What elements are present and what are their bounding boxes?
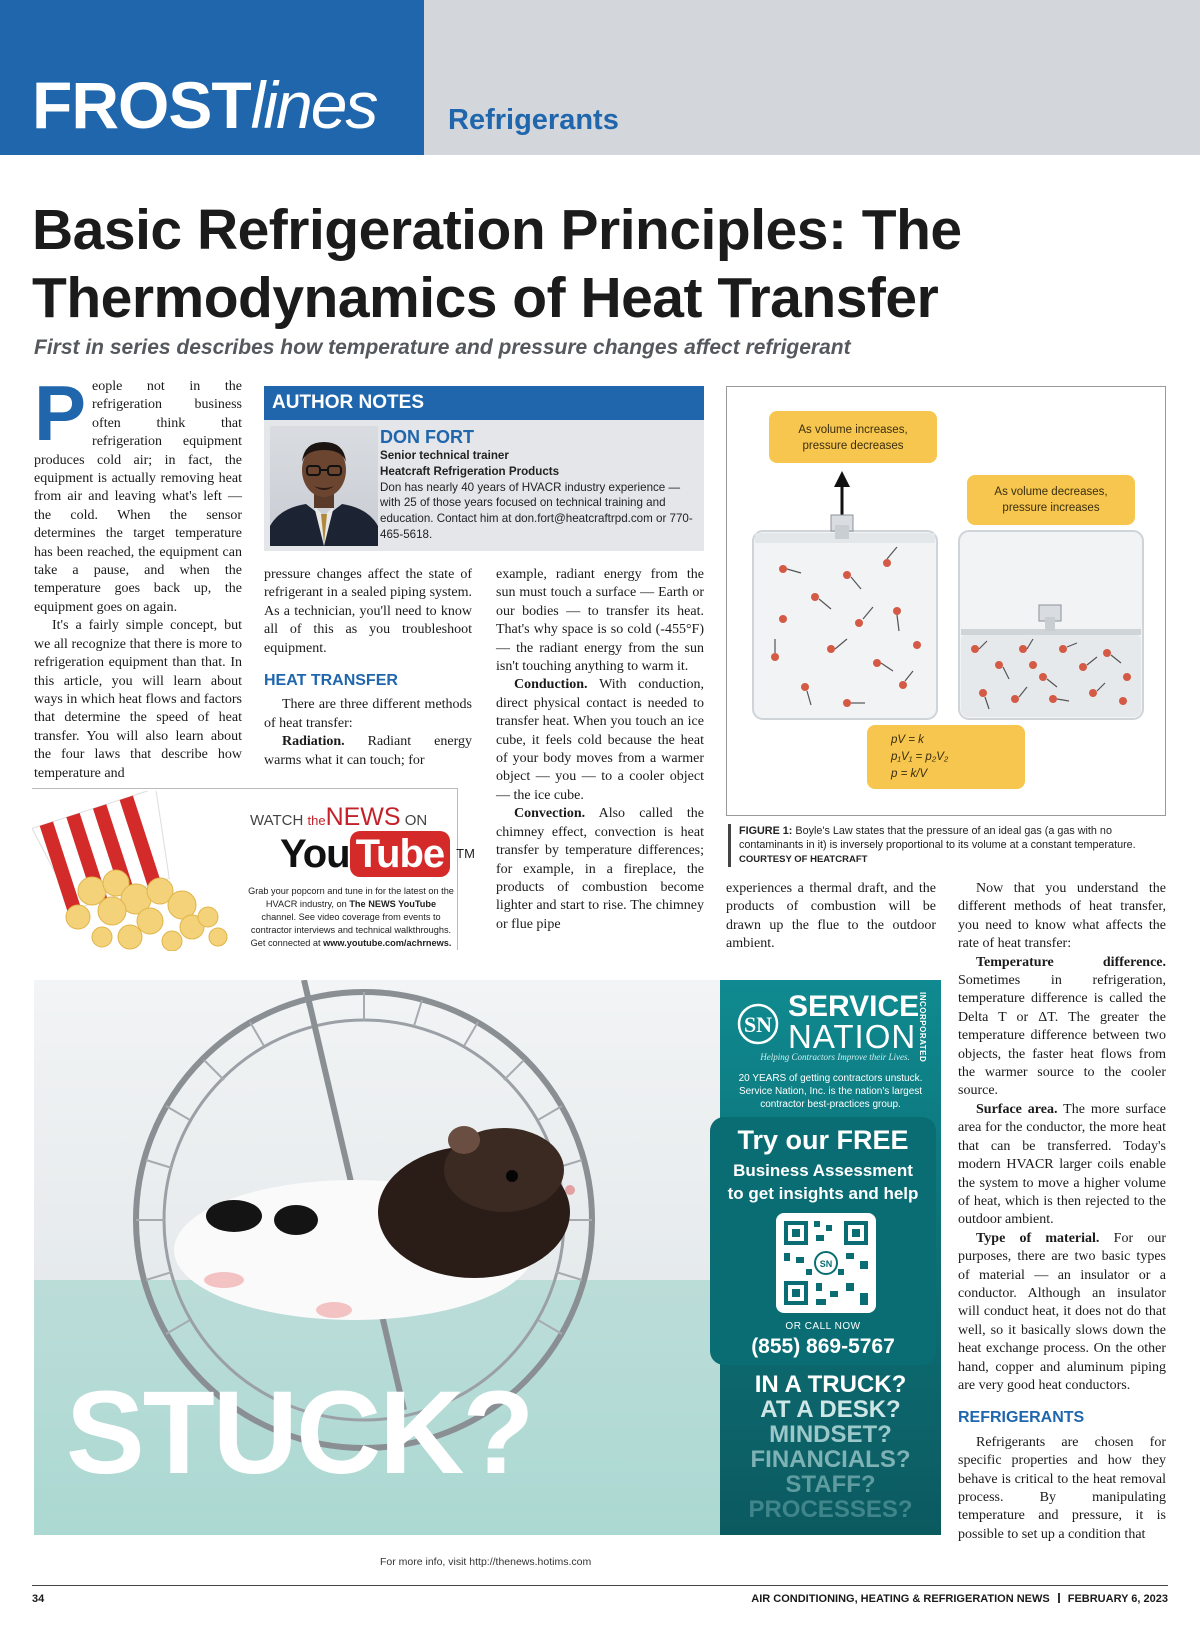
question-line: STAFF?: [785, 1471, 876, 1498]
author-role: Senior technical trainer: [380, 449, 509, 462]
yt-link[interactable]: www.youtube.com/achrnews.: [323, 938, 452, 948]
author-notes: [264, 386, 704, 551]
footer-rule: [32, 1585, 1168, 1586]
service-nation-ad[interactable]: [34, 980, 941, 1535]
qr-code-icon[interactable]: [776, 1213, 876, 1313]
service-nation-panel: SN SERVICE NATION INCORPORATED Helping Contractors Improve their Lives. 20 YEARS of getting contractors unstuck. Service Nation, Inc. is the nation's largest contractor best-practices group. Try our FREE Business Assessment to get insights and help SN OR CALL NOW (855) 869-5767 IN A TRUCK? AT A DESK? MINDSET? FINANCIALS? STAFF? PROCESSES?: [720, 980, 941, 1535]
dropcap: P: [34, 369, 87, 457]
author-company: Heatcraft Refrigeration Products: [380, 464, 560, 478]
page-number: 34: [32, 1593, 45, 1605]
popcorn-icon: [32, 791, 232, 951]
publication-line: AIR CONDITIONING, HEATING & REFRIGERATION NEWS FEBRUARY 6, 2023: [751, 1593, 1168, 1605]
paragraph: Now that you understand the different methods of heat transfer, you need to know what affects the rate of heat transfer:: [958, 881, 1166, 952]
frostlines-logo: FROSTlines: [32, 68, 377, 142]
column-3: [496, 566, 704, 934]
callout-right: [967, 475, 1135, 525]
section-label: Refrigerants: [448, 104, 619, 136]
paragraph: Radiation. Radiant energy warms what it can touch; for: [264, 734, 472, 768]
question-line: MINDSET?: [769, 1421, 892, 1448]
paragraph: Convection. Also called the chimney effect, convection is heat transfer by temperature differences; for example, in a fireplace, the products of combustion become lighter and start to rise. The chimney or flue pipe: [496, 806, 704, 932]
subhead-refrigerants: REFRIGERANTS: [958, 1409, 1085, 1427]
offer-title: Try our FREE: [737, 1125, 909, 1155]
figure-caption: FIGURE 1: Boyle's Law states that the pressure of an ideal gas (a gas with no contaminants in it) is inversely proportional to its volume at a constant temperature. COURTESY OF HEATCRAFT: [728, 824, 1148, 867]
paragraph: It's a fairly simple concept, but we all recognize that there is more to refrigeration equipment than that. In this article, you will learn about ways in which heat flows and factors that determine the speed of heat transfer. You will also learn about the four laws that describe how temperature and: [34, 618, 242, 781]
service-nation-blurb: 20 YEARS of getting contractors unstuck. Service Nation, Inc. is the nation's largest contractor best-practices group.: [738, 1073, 923, 1110]
call-label: OR CALL NOW: [785, 1321, 861, 1332]
svg-text:pV = k: pV = k: [891, 734, 924, 746]
yt-ad-copy: Grab your popcorn and tune in for the latest on the HVACR industry, on The NEWS YouTube channel. See video coverage from events to contractor interviews and technical walkthroughs. Get connected at www.youtube.com/achrnews.: [248, 886, 454, 948]
stuck-headline: STUCK?: [66, 1367, 533, 1499]
callout-left: [769, 411, 937, 463]
assessment-offer[interactable]: [710, 1117, 936, 1365]
lead-paragraph: People not in the refrigeration business often think that refrigeration equipment produces cold air; in fact, the equipment is actually removing heat from air and leaving what's left — the cold. When the sensor determines the target temperature has been reached, the equipment can take a pause, and when the temperature goes back up, the equipment goes on again.: [34, 369, 242, 615]
offer-subtitle: Business Assessment to get insights and help: [727, 1161, 919, 1203]
column-5: [958, 880, 1166, 1544]
paragraph: example, radiant energy from the sun must touch a surface — Earth or our bodies — to transfer its heat. That's why space is so cold (-455°F) — the radiant energy from the sun isn't touching anything to warm it.: [496, 567, 704, 675]
paragraph: There are three different methods of heat transfer:: [264, 697, 472, 731]
more-info-link[interactable]: For more info, visit http://thenews.hotims.com: [380, 1556, 592, 1568]
svg-text:p₁V₁ = p₂V₂: p₁V₁ = p₂V₂: [891, 751, 949, 763]
svg-text:SN: SN: [819, 1259, 833, 1269]
question-line: IN A TRUCK?: [754, 1371, 907, 1398]
paragraph: Refrigerants are chosen for specific properties and how they behave is critical to the heat removal process. By manipulating temperature and pressure, it is possible to set up a condition that: [958, 1434, 1166, 1542]
headline: Basic Refrigeration Principles: The Thermodynamics of Heat Transfer: [32, 198, 962, 330]
phone-number[interactable]: (855) 869-5767: [751, 1335, 895, 1358]
author-notes-title: AUTHOR NOTES: [264, 386, 704, 420]
youtube-ad[interactable]: [32, 788, 475, 950]
author-info: [380, 426, 698, 543]
svg-text:p = k/V: p = k/V: [891, 768, 928, 780]
paragraph: Temperature difference. Sometimes in refrigeration, temperature difference is called the Delta T or ΔT. The greater the temperature difference between two objects, the faster heat flows from the warmer source to the cooler source.: [958, 954, 1166, 1099]
paragraph: Type of material. For our purposes, there are two basic types of material — an insulator or a conductor. Although an insulator will conduct heat, it does not do that well, so it basically slows down the heat exchange process. On the other hand, copper and aluminum piping are very good heat conductors.: [958, 1230, 1166, 1393]
youtube-logo: You Tube ™: [280, 832, 475, 876]
svg-text:pressure decreases: pressure decreases: [802, 440, 904, 452]
author-bio: Don has nearly 40 years of HVACR industry experience — with 25 of those years focused on technical training and education. Contact him at don.fort@heatcraftrpd.com or 770-465-5618.: [380, 480, 693, 541]
question-line: FINANCIALS?: [750, 1446, 911, 1473]
svg-text:SN: SN: [743, 1012, 773, 1037]
yt-watch-line: WATCH theNEWS ON: [250, 803, 428, 831]
svg-text:pressure increases: pressure increases: [1002, 502, 1100, 514]
paragraph: experiences a thermal draft, and the products of combustion will be drawn up the flue to the outdoor ambient.: [726, 881, 936, 952]
svg-text:As volume increases,: As volume increases,: [798, 424, 908, 436]
cylinder-left: [753, 531, 937, 719]
paragraph: pressure changes affect the state of refrigerant in a sealed piping system. As a technician, you'll need to know all of this as you troubleshoot equipment.: [264, 567, 472, 656]
author-photo: [270, 426, 378, 546]
column-2: [264, 566, 472, 770]
question-line: PROCESSES?: [748, 1496, 913, 1523]
paragraph: Conduction. With conduction, direct physical contact is needed to transfer heat. When you touch an ice cube, it feels cold because the heat of your body moves from a warmer object — you — to a cooler object — the ice cube.: [496, 677, 704, 803]
column-4: [726, 880, 936, 954]
deck: First in series describes how temperature and pressure changes affect refrigerant: [34, 336, 851, 359]
author-name: DON FORT: [380, 427, 474, 447]
subhead-heat-transfer: HEAT TRANSFER: [264, 672, 398, 690]
question-line: AT A DESK?: [760, 1396, 901, 1423]
svg-text:As volume decreases,: As volume decreases,: [994, 486, 1108, 498]
service-nation-icon: [736, 1002, 780, 1046]
service-nation-tagline: Helping Contractors Improve their Lives.: [760, 1052, 910, 1062]
paragraph: Surface area. The more surface area for the conductor, the more heat that can be transferred. Today's modern HVACR larger coils enable the system to move a higher volume of heat, which is then rejected to the outdoor ambient.: [958, 1101, 1166, 1228]
figure-boyles-law: [726, 386, 1166, 816]
column-1: [34, 369, 242, 783]
